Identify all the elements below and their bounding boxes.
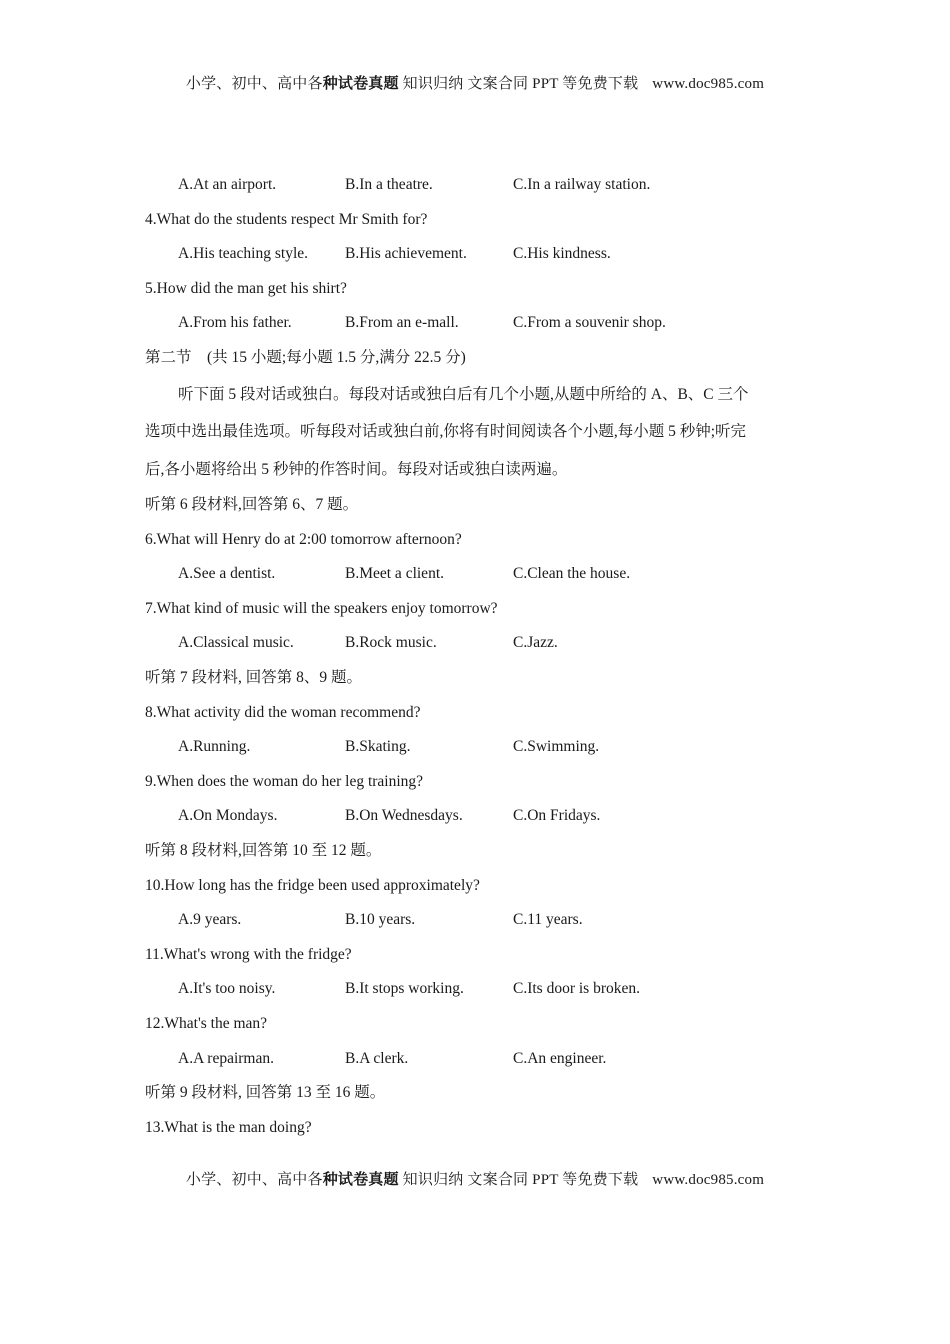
q9-options (145, 799, 805, 834)
footer-text: 小学、初中、高中各 (185, 1172, 323, 1188)
q5-option-c: C.From a souvenir shop. (513, 314, 666, 332)
q5-options (145, 306, 805, 341)
section2-instructions-line-2: 选项中选出最佳选项。听每段对话或独白前,你将有时间阅读各个小题,每小题 5 秒钟;听完 (145, 423, 747, 441)
q12-options (145, 1042, 805, 1077)
q8-options (145, 730, 805, 765)
q4-option-c: C.His kindness. (513, 245, 611, 263)
q6-option-c: C.Clean the house. (513, 565, 631, 583)
q11-question: 11.What's wrong with the fridge? (145, 945, 352, 963)
q10-option-b: B.10 years. (345, 911, 416, 929)
material-7-heading: 听第 7 段材料, 回答第 8、9 题。 (145, 669, 363, 687)
footer-text-rest: 知识归纳 文案合同 PPT 等免费下载 (398, 1172, 639, 1188)
q9-option-a: A.On Mondays. (178, 807, 278, 825)
exam-content (145, 168, 805, 1145)
page-footer (0, 1168, 950, 1189)
q13-question: 13.What is the man doing? (145, 1118, 312, 1136)
q5-option-a: A.From his father. (178, 314, 292, 332)
q4-question: 4.What do the students respect Mr Smith for? (145, 210, 428, 228)
q11-option-b: B.It stops working. (345, 980, 464, 998)
q8-option-b: B.Skating. (345, 738, 411, 756)
page-header (0, 72, 950, 93)
q9-question: 9.When does the woman do her leg training? (145, 772, 424, 790)
q9-option-b: B.On Wednesdays. (345, 807, 463, 825)
q6-question: 6.What will Henry do at 2:00 tomorrow afternoon? (145, 530, 462, 548)
q7-option-c: C.Jazz. (513, 634, 558, 652)
section2-instructions-line-1: 听下面 5 段对话或独白。每段对话或独白后有几个小题,从题中所给的 A、B、C 三个 (178, 385, 749, 403)
material-9-heading: 听第 9 段材料, 回答第 13 至 16 题。 (145, 1084, 386, 1102)
header-text-rest: 知识归纳 文案合同 PPT 等免费下载 (398, 76, 639, 92)
section2-title: 第二节 (共 15 小题;每小题 1.5 分,满分 22.5 分) (145, 348, 466, 366)
footer-bold-text: 种试卷真题 (322, 1172, 399, 1188)
q7-option-a: A.Classical music. (178, 634, 294, 652)
q5-question: 5.How did the man get his shirt? (145, 279, 347, 297)
q10-option-c: C.11 years. (513, 911, 583, 929)
q3-options (145, 168, 805, 203)
q8-option-c: C.Swimming. (513, 738, 600, 756)
q7-option-b: B.Rock music. (345, 634, 437, 652)
q11-option-c: C.Its door is broken. (513, 980, 641, 998)
q4-option-b: B.His achievement. (345, 245, 467, 263)
q4-options (145, 237, 805, 272)
header-bold-text: 种试卷真题 (322, 76, 399, 92)
material-6-heading: 听第 6 段材料,回答第 6、7 题。 (145, 496, 359, 514)
q12-option-c: C.An engineer. (513, 1049, 607, 1067)
q10-option-a: A.9 years. (178, 911, 242, 929)
q3-option-a: A.At an airport. (178, 176, 277, 193)
q5-option-b: B.From an e-mall. (345, 314, 459, 332)
q9-option-c: C.On Fridays. (513, 807, 601, 825)
q7-options (145, 626, 805, 661)
q6-option-b: B.Meet a client. (345, 565, 444, 583)
q6-options (145, 557, 805, 592)
header-text: 小学、初中、高中各 (185, 76, 323, 92)
header-url[interactable]: www.doc985.com (652, 76, 765, 92)
q11-option-a: A.It's too noisy. (178, 980, 276, 998)
material-8-heading: 听第 8 段材料,回答第 10 至 12 题。 (145, 842, 382, 859)
q12-option-a: A.A repairman. (178, 1049, 274, 1067)
section2-instructions-line-3: 后,各小题将给出 5 秒钟的作答时间。每段对话或独白读两遍。 (145, 460, 568, 478)
q12-option-b: B.A clerk. (345, 1049, 409, 1067)
q10-options (145, 903, 805, 938)
footer-url[interactable]: www.doc985.com (652, 1172, 765, 1188)
q7-question: 7.What kind of music will the speakers enjoy tomorrow? (145, 599, 498, 617)
q3-option-c: C.In a railway station. (513, 176, 651, 193)
q6-option-a: A.See a dentist. (178, 565, 276, 583)
q3-option-b: B.In a theatre. (345, 176, 433, 193)
q8-option-a: A.Running. (178, 738, 251, 756)
q4-option-a: A.His teaching style. (178, 245, 309, 263)
q12-question: 12.What's the man? (145, 1014, 268, 1032)
q10-question: 10.How long has the fridge been used approximately? (145, 876, 480, 894)
q8-question: 8.What activity did the woman recommend? (145, 703, 421, 721)
q11-options (145, 972, 805, 1007)
